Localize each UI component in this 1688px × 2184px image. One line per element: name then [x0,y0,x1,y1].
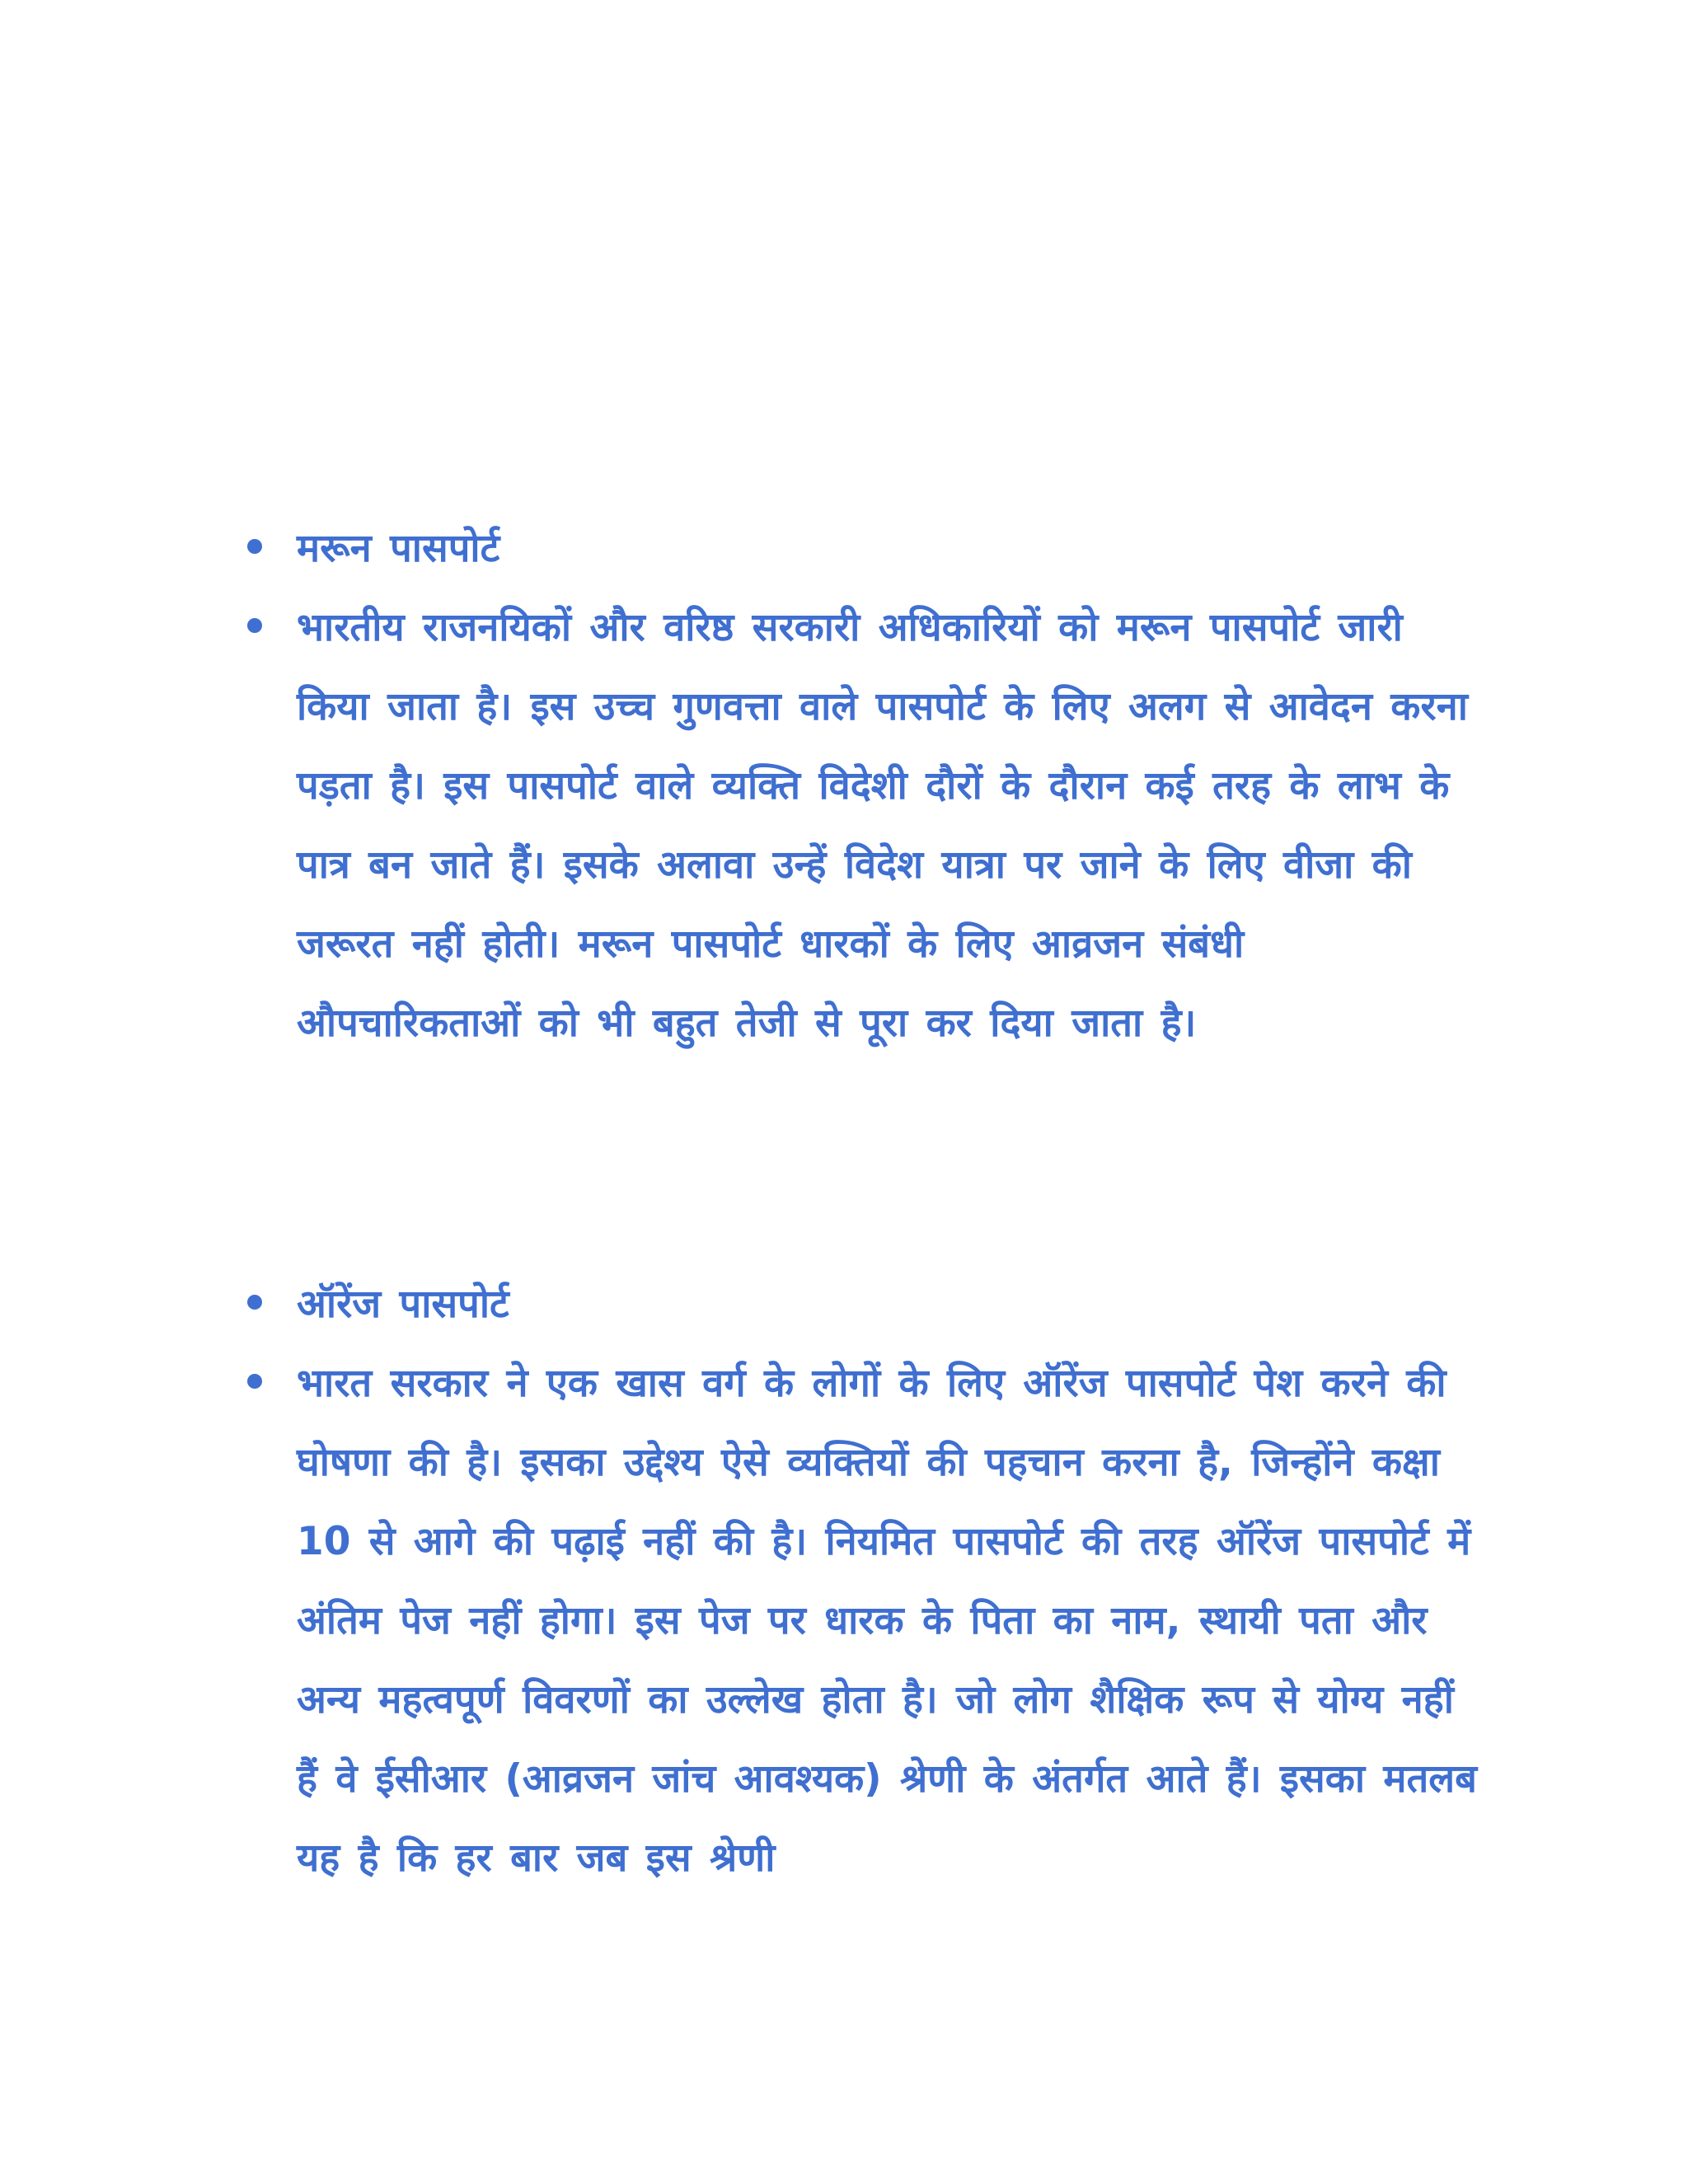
bullet-icon [247,1295,262,1310]
bullet-icon [247,1374,262,1389]
maroon-passport-section [247,509,1484,1063]
section-body: भारतीय राजनयिकों और वरिष्ठ सरकारी अधिकारियों को मरून पासपोर्ट जारी किया जाता है। इस उच्च गुणवत्ता वाले पासपोर्ट के लिए अलग से आवेदन करना पड़ता है। इस पासपोर्ट वाले व्यक्ति विदेशी दौरों के दौरान कई तरह के लाभ के पात्र बन जाते हैं। इसके अलावा उन्हें विदेश यात्रा पर जाने के लिए वीजा की जरूरत नहीं होती। मरून पासपोर्ट धारकों के लिए आव्रजन संबंधी औपचारिकताओं को भी बहुत तेजी से पूरा कर दिया जाता है। [297,605,1468,1046]
list-item [247,588,1484,1063]
section-body: भारत सरकार ने एक खास वर्ग के लोगों के लिए ऑरेंज पासपोर्ट पेश करने की घोषणा की है। इसका उद्देश्य ऐसे व्यक्तियों की पहचान करना है, जिन्होंने कक्षा 10 से आगे की पढ़ाई नहीं की है। नियमित पासपोर्ट की तरह ऑरेंज पासपोर्ट में अंतिम पेज नहीं होगा। इस पेज पर धारक के पिता का नाम, स्थायी पता और अन्य महत्वपूर्ण विवरणों का उल्लेख होता है। जो लोग शैक्षिक रूप से योग्य नहीं हैं वे ईसीआर (आव्रजन जांच आवश्यक) श्रेणी के अंतर्गत आते हैं। इसका मतलब यह है कि हर बार जब इस श्रेणी [297,1361,1477,1881]
list-item [247,509,1484,588]
section-heading: ऑरेंज पासपोर्ट [297,1282,509,1327]
bullet-icon [247,539,262,554]
section-heading: मरून पासपोर्ट [297,526,500,571]
list-item [247,1344,1484,1898]
list-item [247,1265,1484,1344]
bullet-icon [247,618,262,633]
orange-passport-section [247,1265,1484,1898]
